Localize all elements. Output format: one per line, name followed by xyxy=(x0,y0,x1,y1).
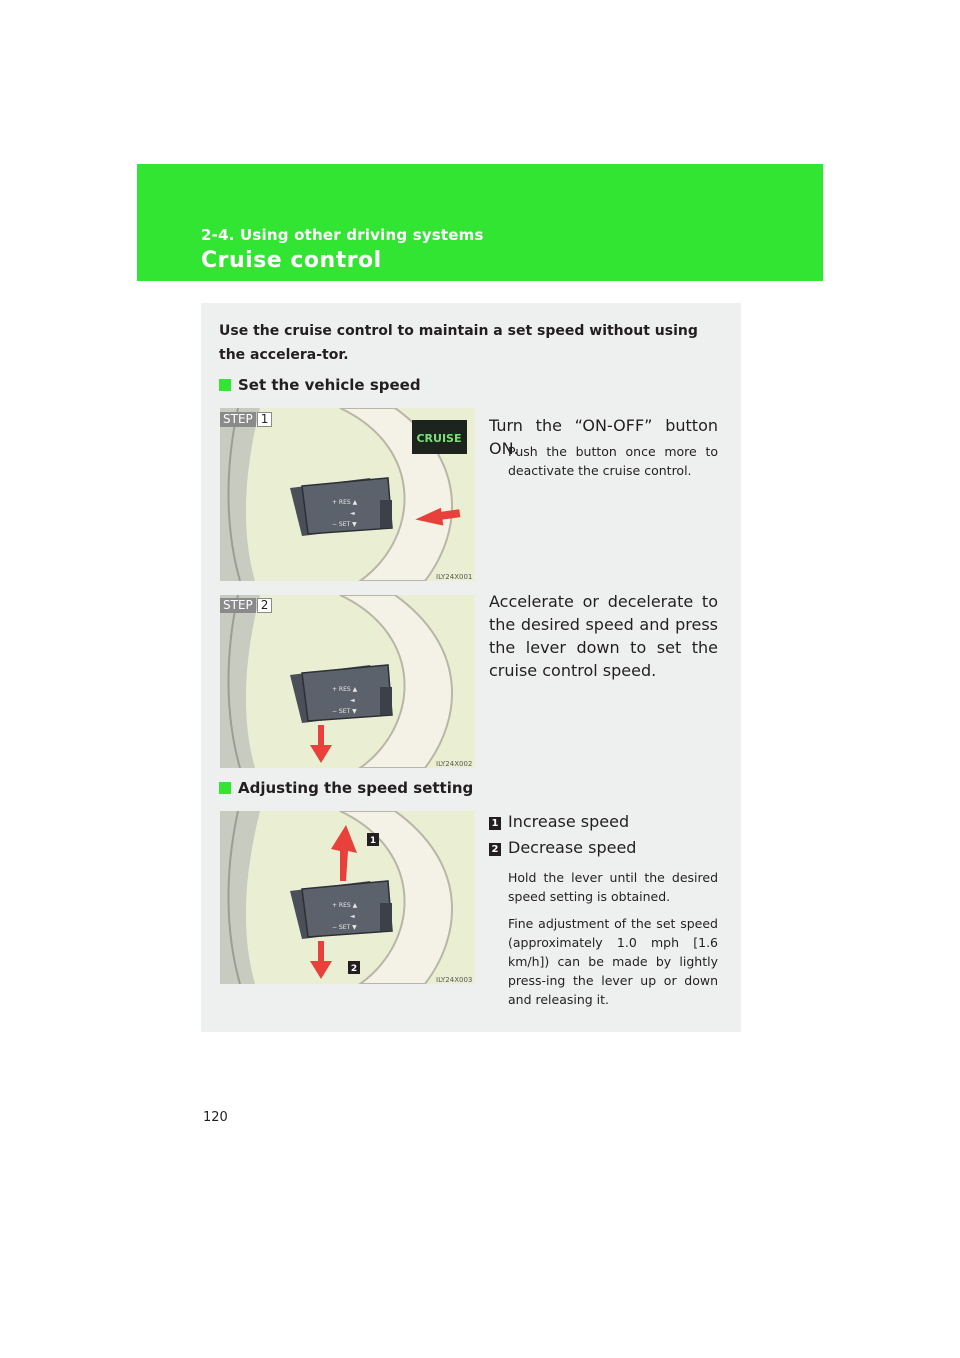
bullet-square-icon xyxy=(219,379,231,391)
svg-text:+ RES ▲: + RES ▲ xyxy=(332,499,358,506)
adjust-note-2: Fine adjustment of the set speed (approximately 1.0 mph [1.6 km/h]) can be made by lightly press-ing the lever up or down and releasing it. xyxy=(508,916,718,1007)
step1-note: Push the button once more to deactivate the cruise control. xyxy=(508,444,718,478)
callout-2-number: 2 xyxy=(350,964,358,974)
step1-illustration xyxy=(220,408,475,581)
svg-text:− SET ▼: − SET ▼ xyxy=(332,924,357,931)
item-2-label: Decrease speed xyxy=(508,838,637,857)
adjust-illustration xyxy=(220,811,475,984)
subheading-set-speed xyxy=(219,376,421,394)
step2-image-code: ILY24X002 xyxy=(436,760,473,768)
cruise-indicator-label: CRUISE xyxy=(416,432,462,445)
step2-badge-number: 2 xyxy=(257,598,273,613)
svg-text:◄: ◄ xyxy=(350,697,355,704)
adjust-note-1: Hold the lever until the desired speed setting is obtained. xyxy=(508,870,718,904)
svg-text:◄: ◄ xyxy=(350,510,355,517)
svg-text:− SET ▼: − SET ▼ xyxy=(332,521,357,528)
step1-image-code: ILY24X001 xyxy=(436,573,473,581)
subheading-set-speed-label: Set the vehicle speed xyxy=(238,376,421,394)
svg-text:− SET ▼: − SET ▼ xyxy=(332,708,357,715)
step2-badge xyxy=(220,598,272,613)
page-title: Cruise control xyxy=(201,248,382,273)
item-1-label: Increase speed xyxy=(508,812,630,831)
bullet-square-icon xyxy=(219,782,231,794)
step1-badge-word: STEP xyxy=(220,412,256,427)
subheading-adjust-speed-label: Adjusting the speed setting xyxy=(238,779,474,797)
svg-text:◄: ◄ xyxy=(350,913,355,920)
item-1-number: 1 xyxy=(489,817,501,830)
adjust-image-code: ILY24X003 xyxy=(436,976,473,984)
svg-text:+ RES ▲: + RES ▲ xyxy=(332,686,358,693)
page-number: 120 xyxy=(203,1110,228,1125)
callout-1-number: 1 xyxy=(369,836,377,846)
item-increase-speed xyxy=(489,812,629,832)
step2-badge-word: STEP xyxy=(220,598,256,613)
intro-text: Use the cruise control to maintain a set speed without using the accelera-tor. xyxy=(219,323,698,363)
item-2-number: 2 xyxy=(489,843,501,856)
step1-instruction: Turn the “ON-OFF” button ON. xyxy=(489,416,718,458)
svg-text:+ RES ▲: + RES ▲ xyxy=(332,902,358,909)
step1-badge xyxy=(220,412,272,427)
subheading-adjust-speed xyxy=(219,779,473,797)
item-decrease-speed xyxy=(489,838,636,858)
step2-illustration xyxy=(220,595,475,768)
section-label: 2-4. Using other driving systems xyxy=(201,226,484,244)
step2-instruction: Accelerate or decelerate to the desired speed and press the lever down to set the cruise control speed. xyxy=(489,592,718,680)
step1-badge-number: 1 xyxy=(257,412,273,427)
